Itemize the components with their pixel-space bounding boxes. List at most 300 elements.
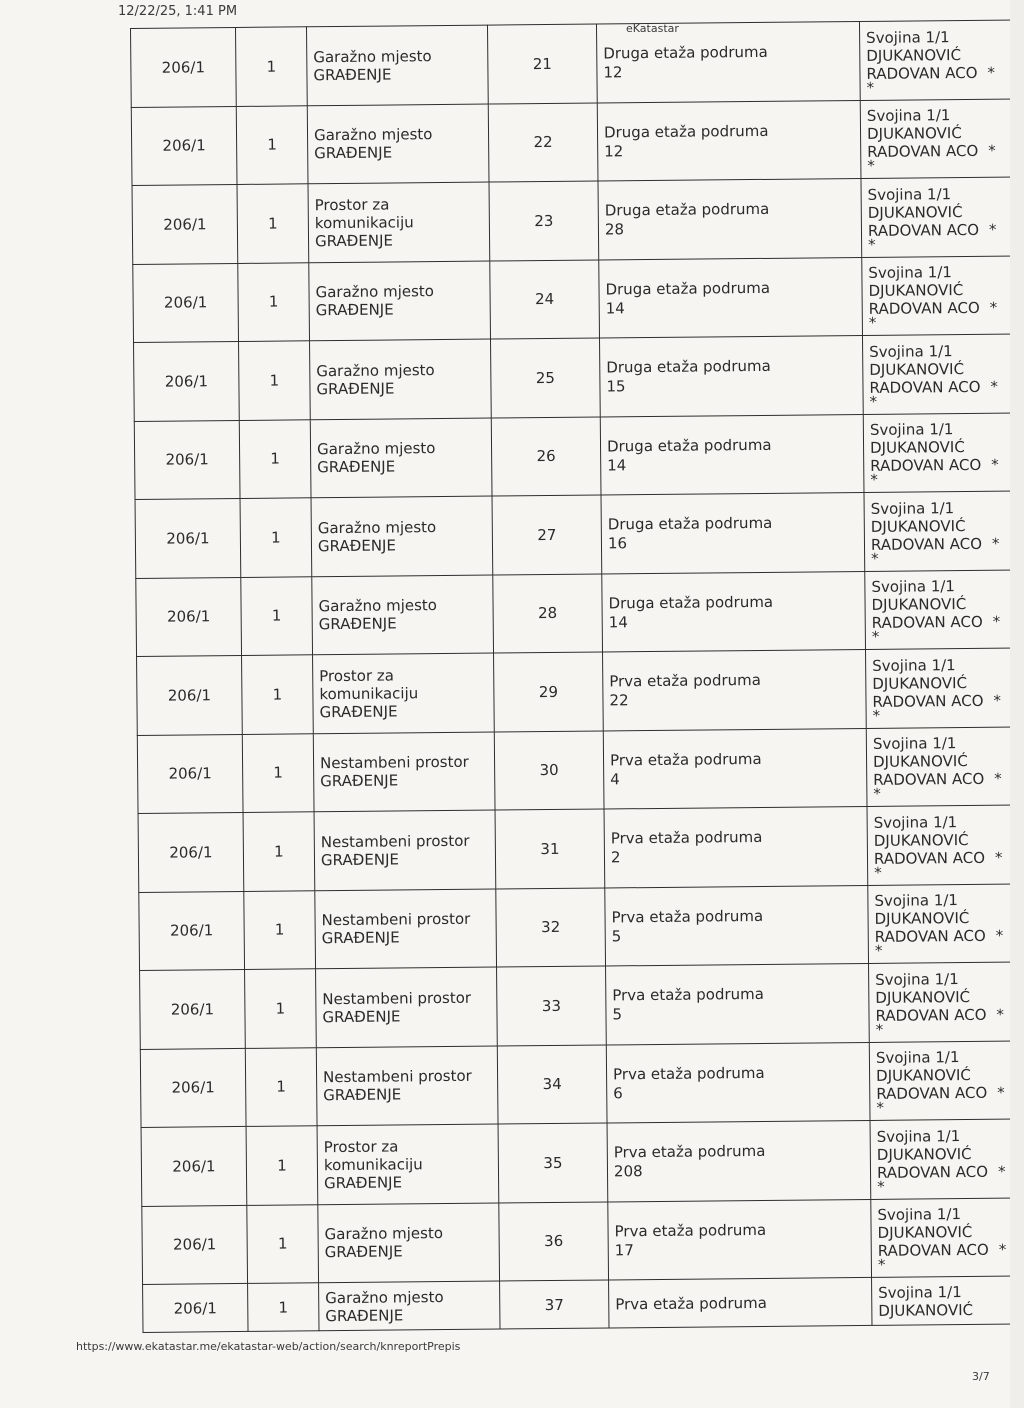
owner-line: DJUKANOVIĆ <box>871 595 967 615</box>
table-row <box>132 177 1024 264</box>
part-number-cell <box>494 730 604 810</box>
floor-cell <box>600 414 864 495</box>
building-number: 1 <box>269 371 280 390</box>
usage-line: GRAĐENJE <box>321 928 400 948</box>
usage-line: GRAĐENJE <box>320 771 399 791</box>
floor-area: 208 <box>613 1162 643 1181</box>
part-number-cell <box>488 103 598 183</box>
floor-area: 12 <box>603 63 623 82</box>
table-row <box>134 334 1024 421</box>
parcel-number-cell <box>135 498 241 578</box>
part-number-cell <box>492 495 602 575</box>
building-number: 1 <box>276 1077 287 1096</box>
floor-cell <box>601 492 865 573</box>
usage-cell <box>314 810 496 890</box>
floor-cell <box>606 963 870 1044</box>
table-row <box>139 883 1024 970</box>
owner-line-with-mark <box>871 534 1024 554</box>
owner-line: RADOVAN ACO <box>875 1005 987 1025</box>
building-number: 1 <box>277 1234 288 1253</box>
building-number: 1 <box>274 920 285 939</box>
part-number: 33 <box>541 996 562 1015</box>
owner-line-with-mark <box>867 142 1024 162</box>
owner-mark: * <box>997 1162 1006 1181</box>
usage-cell <box>307 104 489 184</box>
owner-line: DJUKANOVIĆ <box>870 516 966 536</box>
owner-mark-below: * <box>871 549 879 568</box>
floor-name: Prva etaža podruma <box>613 1142 766 1162</box>
table-row <box>134 412 1024 499</box>
owner-line: Svojina 1/1 <box>866 106 951 126</box>
usage-line: Garažno mjesto <box>317 517 437 537</box>
building-number-cell <box>247 1204 319 1283</box>
floor-area: 14 <box>607 456 627 475</box>
part-number: 28 <box>538 604 558 623</box>
owner-line: DJUKANOVIĆ <box>872 752 968 772</box>
usage-line: Nestambeni prostor <box>322 1067 472 1087</box>
owner-mark: * <box>994 769 1002 788</box>
owner-line: DJUKANOVIĆ <box>875 987 971 1007</box>
floor-area: 2 <box>610 848 621 867</box>
parcel-number: 206/1 <box>162 136 206 155</box>
parcel-number-cell <box>134 420 240 500</box>
building-number: 1 <box>272 685 283 704</box>
owner-line: RADOVAN ACO <box>867 220 980 240</box>
owner-mark-below: * <box>875 1020 884 1039</box>
floor-area: 14 <box>608 612 628 632</box>
usage-line: Garažno mjesto <box>315 282 435 302</box>
owner-line: Svojina 1/1 <box>867 184 952 204</box>
owner-mark-below: * <box>877 1256 886 1275</box>
owner-line-with-mark <box>878 1241 1024 1261</box>
floor-area: 16 <box>607 534 628 553</box>
usage-line: GRAĐENJE <box>316 379 395 398</box>
floor-cell <box>606 1042 870 1123</box>
building-number: 1 <box>273 763 284 782</box>
floor-area: 6 <box>613 1084 623 1103</box>
usage-cell <box>311 496 493 576</box>
floor-cell <box>599 257 863 338</box>
floor-name: Prva etaža podruma <box>615 1293 767 1313</box>
owner-line: RADOVAN ACO <box>876 1162 989 1182</box>
owner-line: DJUKANOVIĆ <box>878 1300 974 1320</box>
building-number-cell <box>242 655 314 734</box>
parcel-number-cell <box>140 969 246 1049</box>
usage-cell <box>313 653 495 733</box>
owner-cell <box>862 334 1024 414</box>
parcel-number-cell <box>141 1126 247 1206</box>
owner-line: RADOVAN ACO <box>870 534 983 554</box>
part-number: 27 <box>537 525 557 544</box>
table-row <box>137 726 1024 813</box>
parcel-number-cell <box>136 577 242 657</box>
part-number-cell <box>497 1044 607 1124</box>
usage-cell <box>310 339 492 419</box>
part-number-cell <box>494 652 604 732</box>
records-table-body <box>131 20 1024 1333</box>
parcel-number: 206/1 <box>166 529 210 548</box>
floor-area: 28 <box>604 220 625 239</box>
floor-name: Druga etaža podruma <box>606 435 772 456</box>
usage-cell <box>317 1124 499 1204</box>
table-row <box>143 1276 1024 1333</box>
usage-cell <box>316 967 498 1047</box>
table-row <box>133 255 1024 342</box>
owner-mark-below: * <box>868 314 877 333</box>
parcel-number: 206/1 <box>173 1298 217 1318</box>
floor-area: 4 <box>610 770 620 789</box>
scan-edge <box>1010 0 1024 1408</box>
owner-mark-below: * <box>872 706 881 725</box>
building-number: 1 <box>268 214 278 233</box>
part-number: 34 <box>542 1075 562 1094</box>
part-number: 26 <box>536 447 556 466</box>
usage-line: komunikaciju <box>314 213 414 232</box>
owner-cell <box>867 805 1024 885</box>
owner-line: Svojina 1/1 <box>872 734 957 754</box>
owner-line: RADOVAN ACO <box>870 456 982 476</box>
floor-name: Prva etaža podruma <box>609 749 762 770</box>
parcel-number-cell <box>137 734 243 814</box>
owner-cell <box>866 726 1024 806</box>
owner-cell <box>859 20 1024 100</box>
usage-line: GRAĐENJE <box>317 536 397 555</box>
parcel-number: 206/1 <box>163 215 207 234</box>
parcel-number: 206/1 <box>163 293 208 312</box>
floor-cell <box>596 21 860 102</box>
owner-line: DJUKANOVIĆ <box>867 202 963 222</box>
usage-line: Nestambeni prostor <box>319 753 469 773</box>
usage-cell <box>319 1281 500 1331</box>
floor-name: Druga etaža podruma <box>603 43 768 63</box>
parcel-number-cell <box>142 1205 248 1285</box>
usage-cell <box>309 261 491 341</box>
part-number-cell <box>487 24 597 104</box>
parcel-number-cell <box>131 106 237 186</box>
usage-cell <box>306 25 488 105</box>
parcel-number: 206/1 <box>161 58 206 77</box>
floor-area: 22 <box>609 691 629 710</box>
owner-mark: * <box>993 691 1002 710</box>
owner-mark: * <box>995 926 1004 945</box>
parcel-number: 206/1 <box>169 842 213 862</box>
building-number-cell <box>237 184 309 263</box>
usage-line: Nestambeni prostor <box>321 910 471 930</box>
owner-line: Svojina 1/1 <box>873 812 958 832</box>
floor-area: 14 <box>605 299 625 318</box>
floor-cell <box>599 335 863 416</box>
floor-name: Prva etaža podruma <box>609 671 762 691</box>
parcel-number-cell <box>143 1283 248 1332</box>
owner-line: DJUKANOVIĆ <box>877 1223 973 1243</box>
owner-line: RADOVAN ACO <box>871 613 983 633</box>
usage-line: GRAĐENJE <box>317 457 396 477</box>
usage-line: GRAĐENJE <box>315 300 394 320</box>
owner-cell <box>862 255 1024 335</box>
owner-mark-below: * <box>868 235 876 254</box>
owner-mark: * <box>988 220 997 239</box>
part-number-cell <box>497 966 607 1046</box>
owner-line: Svojina 1/1 <box>872 655 956 675</box>
floor-name: Prva etaža podruma <box>610 828 763 848</box>
owner-line: RADOVAN ACO <box>868 299 980 319</box>
parcel-number: 206/1 <box>172 1235 217 1254</box>
owner-line: Svojina 1/1 <box>875 969 959 989</box>
building-number-cell <box>241 576 313 655</box>
owner-line-with-mark <box>866 63 1024 83</box>
building-number-cell <box>242 733 314 812</box>
part-number: 21 <box>532 54 552 73</box>
building-number-cell <box>244 890 316 969</box>
usage-line: GRAĐENJE <box>314 143 393 163</box>
owner-mark-below: * <box>869 392 878 411</box>
floor-cell <box>598 178 862 259</box>
owner-line-with-mark <box>872 613 1024 633</box>
table-row <box>141 1119 1024 1206</box>
table-row <box>140 962 1024 1049</box>
floor-cell <box>604 806 868 887</box>
parcel-number-cell <box>131 27 237 107</box>
owner-mark: * <box>991 534 1000 553</box>
owner-line: Svojina 1/1 <box>875 1048 960 1068</box>
floor-name: Druga etaža podruma <box>608 592 774 613</box>
part-number: 23 <box>534 211 554 230</box>
owner-line: RADOVAN ACO <box>876 1084 988 1104</box>
usage-line: GRAĐENJE <box>314 231 394 250</box>
owner-line: Svojina 1/1 <box>878 1282 962 1302</box>
floor-cell <box>603 649 867 730</box>
owner-line: Svojina 1/1 <box>874 891 959 911</box>
parcel-number: 206/1 <box>166 607 211 626</box>
floor-name: Prva etaža podruma <box>612 1063 765 1084</box>
owner-mark: * <box>996 1005 1005 1024</box>
parcel-number-cell <box>132 184 238 264</box>
building-number: 1 <box>271 606 282 625</box>
building-number: 1 <box>274 842 284 861</box>
owner-cell <box>868 883 1024 963</box>
owner-cell <box>872 1276 1024 1326</box>
usage-line: Prostor za <box>323 1137 399 1156</box>
part-number-cell <box>499 1201 609 1281</box>
usage-line: GRAĐENJE <box>313 65 392 84</box>
floor-area: 12 <box>604 142 624 161</box>
page-number: 3/7 <box>972 1370 990 1383</box>
floor-cell <box>609 1277 872 1328</box>
usage-line: Garažno mjesto <box>313 46 432 66</box>
owner-line-with-mark <box>873 770 1024 790</box>
owner-line: RADOVAN ACO <box>866 63 978 83</box>
owner-line: DJUKANOVIĆ <box>876 1144 972 1164</box>
part-number: 29 <box>538 682 559 701</box>
owner-line: DJUKANOVIĆ <box>876 1066 971 1086</box>
usage-line: komunikaciju <box>319 684 419 703</box>
table-row <box>137 648 1024 735</box>
table-row <box>131 20 1024 107</box>
usage-line: Garažno mjesto <box>324 1224 444 1244</box>
usage-cell <box>313 732 495 812</box>
owner-line: DJUKANOVIĆ <box>873 830 969 850</box>
usage-line: Prostor za <box>314 195 390 214</box>
part-number-cell <box>498 1123 608 1203</box>
usage-line: GRAĐENJE <box>322 1007 401 1026</box>
owner-mark-below: * <box>867 157 875 176</box>
owner-mark-below: * <box>866 78 875 97</box>
owner-mark-below: * <box>876 1099 884 1118</box>
part-number-cell <box>491 417 601 497</box>
usage-line: Garažno mjesto <box>318 596 438 616</box>
floor-cell <box>608 1199 872 1280</box>
usage-line: Garažno mjesto <box>313 125 433 145</box>
usage-line: GRAĐENJE <box>324 1242 403 1262</box>
parcel-number-cell <box>137 655 243 735</box>
footer-url: https://www.ekatastar.me/ekatastar-web/action/search/knreportPrepis <box>76 1340 461 1353</box>
owner-line: RADOVAN ACO <box>877 1241 989 1261</box>
owner-line: DJUKANOVIĆ <box>869 438 965 458</box>
owner-line-with-mark <box>874 848 1024 868</box>
part-number: 22 <box>533 133 553 152</box>
parcel-number: 206/1 <box>170 999 215 1019</box>
owner-line: DJUKANOVIĆ <box>869 359 965 379</box>
owner-line-with-mark <box>868 220 1024 240</box>
usage-line: Nestambeni prostor <box>322 988 472 1008</box>
owner-line: DJUKANOVIĆ <box>866 45 962 65</box>
owner-line: Svojina 1/1 <box>877 1205 962 1225</box>
part-number: 36 <box>544 1232 564 1251</box>
owner-mark: * <box>997 1083 1005 1102</box>
floor-name: Prva etaža podruma <box>612 985 765 1005</box>
owner-line: Svojina 1/1 <box>869 420 954 440</box>
usage-line: komunikaciju <box>323 1154 423 1174</box>
usage-line: GRAĐENJE <box>324 1173 403 1192</box>
owner-mark: * <box>988 141 996 161</box>
parcel-number-cell <box>138 812 244 892</box>
owner-line: DJUKANOVIĆ <box>866 124 962 144</box>
usage-cell <box>316 1046 498 1126</box>
building-number: 1 <box>266 57 277 76</box>
part-number-cell <box>500 1280 609 1329</box>
usage-cell <box>308 182 490 262</box>
owner-line: Svojina 1/1 <box>870 498 955 518</box>
usage-line: GRAĐENJE <box>319 702 398 721</box>
part-number: 25 <box>535 368 556 387</box>
owner-line: RADOVAN ACO <box>867 142 979 162</box>
owner-mark: * <box>994 848 1003 867</box>
parcel-number: 206/1 <box>165 450 209 469</box>
parcel-number-cell <box>133 263 239 343</box>
building-number-cell <box>236 105 308 184</box>
floor-area: 5 <box>612 1005 623 1024</box>
floor-name: Druga etaža podruma <box>604 200 770 220</box>
building-number-cell <box>239 419 311 498</box>
parcel-number: 206/1 <box>168 764 212 783</box>
floor-name: Prva etaža podruma <box>611 906 764 927</box>
owner-cell <box>864 491 1024 571</box>
usage-line: Garažno mjesto <box>316 439 436 459</box>
building-number: 1 <box>278 1298 289 1317</box>
floor-cell <box>605 885 869 966</box>
site-title: eKatastar <box>626 22 679 35</box>
parcel-number: 206/1 <box>164 372 209 391</box>
owner-line: RADOVAN ACO <box>873 848 986 868</box>
owner-cell <box>865 569 1024 649</box>
owner-line: DJUKANOVIĆ <box>872 673 968 693</box>
floor-area: 15 <box>606 377 626 396</box>
records-table-wrap <box>130 19 1024 1333</box>
owner-line-with-mark <box>876 1084 1024 1104</box>
building-number-cell <box>248 1283 319 1332</box>
building-number-cell <box>243 812 315 891</box>
part-number: 32 <box>541 918 561 937</box>
floor-area: 5 <box>611 927 622 946</box>
records-table <box>130 19 1024 1333</box>
parcel-number-cell <box>139 891 245 971</box>
owner-line: DJUKANOVIĆ <box>868 281 964 301</box>
parcel-number: 206/1 <box>167 686 212 705</box>
owner-line-with-mark <box>875 1005 1024 1025</box>
owner-line: RADOVAN ACO <box>872 691 984 711</box>
owner-cell <box>861 177 1024 257</box>
usage-line: Nestambeni prostor <box>320 831 470 851</box>
floor-cell <box>602 571 866 652</box>
table-row <box>131 98 1024 185</box>
part-number: 37 <box>544 1295 564 1314</box>
floor-cell <box>603 728 867 809</box>
owner-mark-below: * <box>873 785 881 804</box>
owner-line: Svojina 1/1 <box>871 577 956 597</box>
owner-mark-below: * <box>874 942 883 961</box>
parcel-number-cell <box>140 1048 246 1128</box>
table-row <box>135 491 1024 578</box>
part-number-cell <box>490 260 600 340</box>
owner-line: DJUKANOVIĆ <box>874 909 970 929</box>
owner-line: Svojina 1/1 <box>876 1126 961 1146</box>
building-number-cell <box>238 262 310 341</box>
owner-mark: * <box>998 1240 1007 1259</box>
owner-line-with-mark <box>869 299 1024 319</box>
owner-line-with-mark <box>877 1162 1024 1182</box>
building-number: 1 <box>275 999 286 1018</box>
usage-cell <box>312 575 494 655</box>
owner-mark: * <box>989 298 998 318</box>
owner-mark: * <box>987 63 996 82</box>
table-row <box>138 805 1024 892</box>
owner-cell <box>869 1040 1024 1120</box>
owner-mark-below: * <box>877 1177 885 1196</box>
usage-cell <box>310 418 492 498</box>
usage-line: GRAĐENJE <box>323 1085 402 1105</box>
owner-cell <box>865 648 1024 728</box>
usage-cell <box>315 889 497 969</box>
floor-name: Druga etaža podruma <box>606 357 771 377</box>
parcel-number: 206/1 <box>171 1078 215 1097</box>
floor-name: Druga etaža podruma <box>607 514 773 534</box>
part-number-cell <box>496 887 606 967</box>
parcel-number-cell <box>134 341 240 421</box>
owner-mark: * <box>992 612 1001 631</box>
usage-line: Garažno mjesto <box>316 360 435 380</box>
floor-name: Druga etaža podruma <box>603 121 769 142</box>
print-datetime: 12/22/25, 1:41 PM <box>118 4 238 19</box>
owner-line: Svojina 1/1 <box>868 263 953 283</box>
floor-cell <box>597 100 861 181</box>
part-number-cell <box>489 181 599 261</box>
part-number-cell <box>491 338 601 418</box>
part-number: 31 <box>540 839 560 858</box>
building-number-cell <box>245 969 317 1048</box>
owner-line: RADOVAN ACO <box>874 927 986 947</box>
floor-name: Prva etaža podruma <box>614 1220 767 1241</box>
owner-line: Svojina 1/1 <box>869 341 953 361</box>
